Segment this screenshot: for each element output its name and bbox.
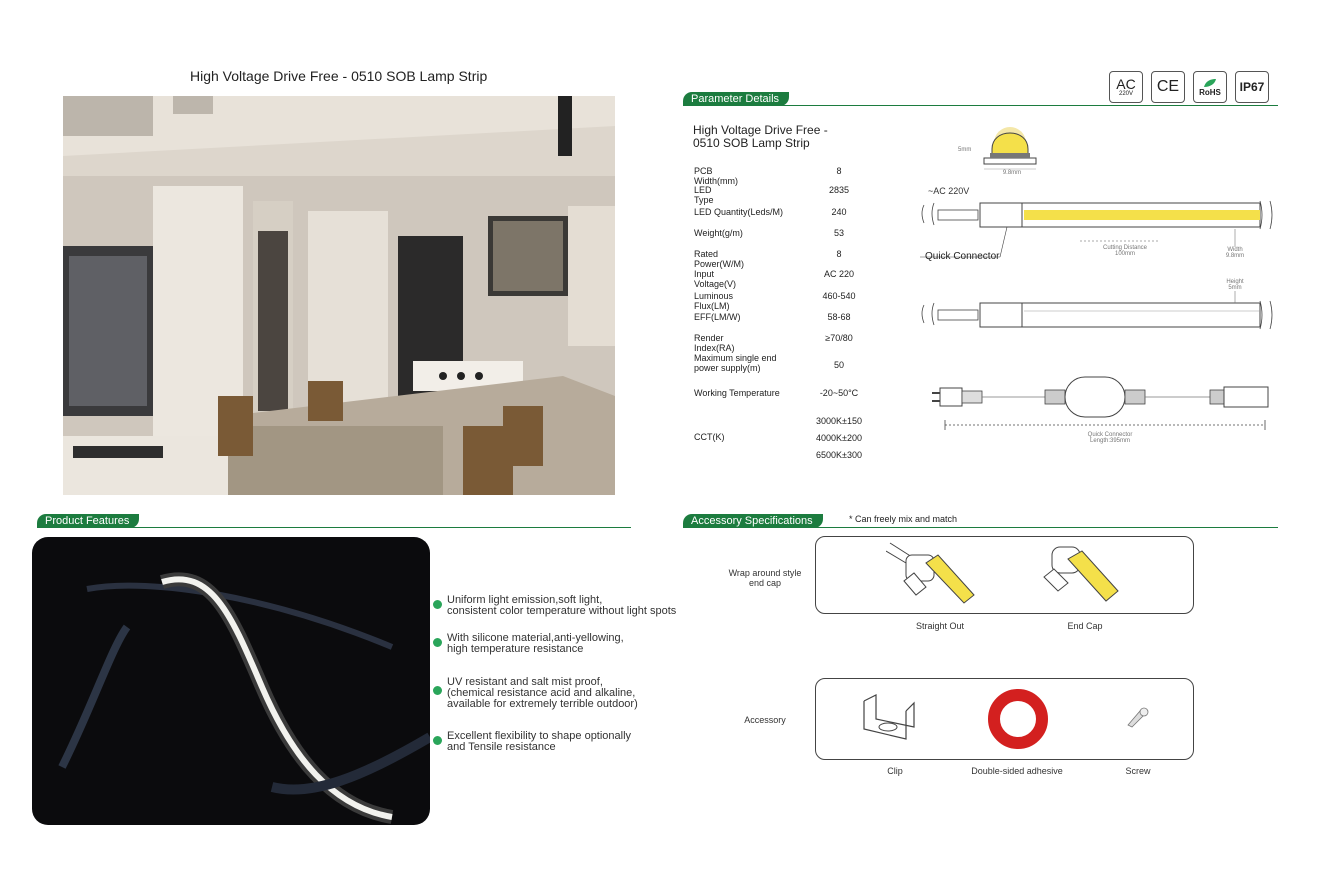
parameter-details-header — [683, 88, 1278, 112]
accessory-row-label: Accessory — [744, 715, 786, 725]
connector-length-label: Quick Connector Length:395mm — [1087, 432, 1133, 444]
quick-connector-label: Quick Connector — [925, 251, 1000, 262]
rohs-badge: RoHS — [1193, 71, 1227, 103]
rohs-leaf-icon — [1202, 78, 1218, 88]
input-voltage-label: ~AC 220V — [928, 186, 970, 196]
screw-label: Screw — [1125, 766, 1151, 776]
bullet-icon — [433, 600, 442, 609]
product-features-tag: Product Features — [37, 514, 139, 528]
product-name — [693, 124, 853, 150]
ip67-badge: IP67 — [1235, 71, 1269, 103]
divider — [683, 527, 1278, 528]
divider — [37, 527, 631, 528]
product-name-line-2: 0510 SOB Lamp Strip — [693, 136, 810, 150]
cutting-distance-label: Cutting Distance 100mm — [1102, 245, 1148, 257]
height-dim-label: 5mm — [958, 147, 972, 153]
adhesive-label: Double-sided adhesive — [971, 766, 1063, 776]
screw-illustration — [1126, 705, 1150, 729]
page-title: High Voltage Drive Free - 0510 SOB Lamp Strip — [190, 68, 488, 84]
strip-drawing — [920, 125, 1278, 460]
width-dim-label: 9.8mm — [1002, 170, 1022, 176]
kitchen-interior-photo — [63, 96, 615, 495]
accessory-box — [815, 678, 1194, 760]
double-sided-adhesive-illustration — [986, 687, 1050, 751]
led-strip-product-photo — [32, 537, 430, 825]
accessory-specifications-header — [683, 510, 1278, 534]
clip-label: Clip — [887, 766, 903, 776]
product-features-header — [37, 510, 631, 534]
straight-out-endcap-illustration — [886, 541, 976, 609]
bullet-icon — [433, 686, 442, 695]
clip-illustration — [856, 689, 926, 749]
endcap-box — [815, 536, 1194, 614]
end-cap-label: End Cap — [1067, 621, 1103, 631]
straight-out-label: Straight Out — [915, 621, 965, 631]
parameter-details-tag: Parameter Details — [683, 92, 789, 106]
end-cap-illustration — [1034, 541, 1124, 609]
accessory-note: * Can freely mix and match — [849, 514, 958, 524]
ce-badge: CE — [1151, 71, 1185, 103]
bullet-icon — [433, 736, 442, 745]
ac-220v-badge: AC 220V — [1109, 71, 1143, 103]
product-name-line-1: High Voltage Drive Free - — [693, 123, 828, 137]
height-label: Height 5mm — [1226, 279, 1244, 291]
width-label: Width 9.8mm — [1225, 247, 1245, 259]
divider — [683, 105, 1278, 106]
endcap-row-label: Wrap around style end cap — [728, 568, 802, 588]
accessory-specifications-tag: Accessory Specifications — [683, 514, 823, 528]
bullet-icon — [433, 638, 442, 647]
